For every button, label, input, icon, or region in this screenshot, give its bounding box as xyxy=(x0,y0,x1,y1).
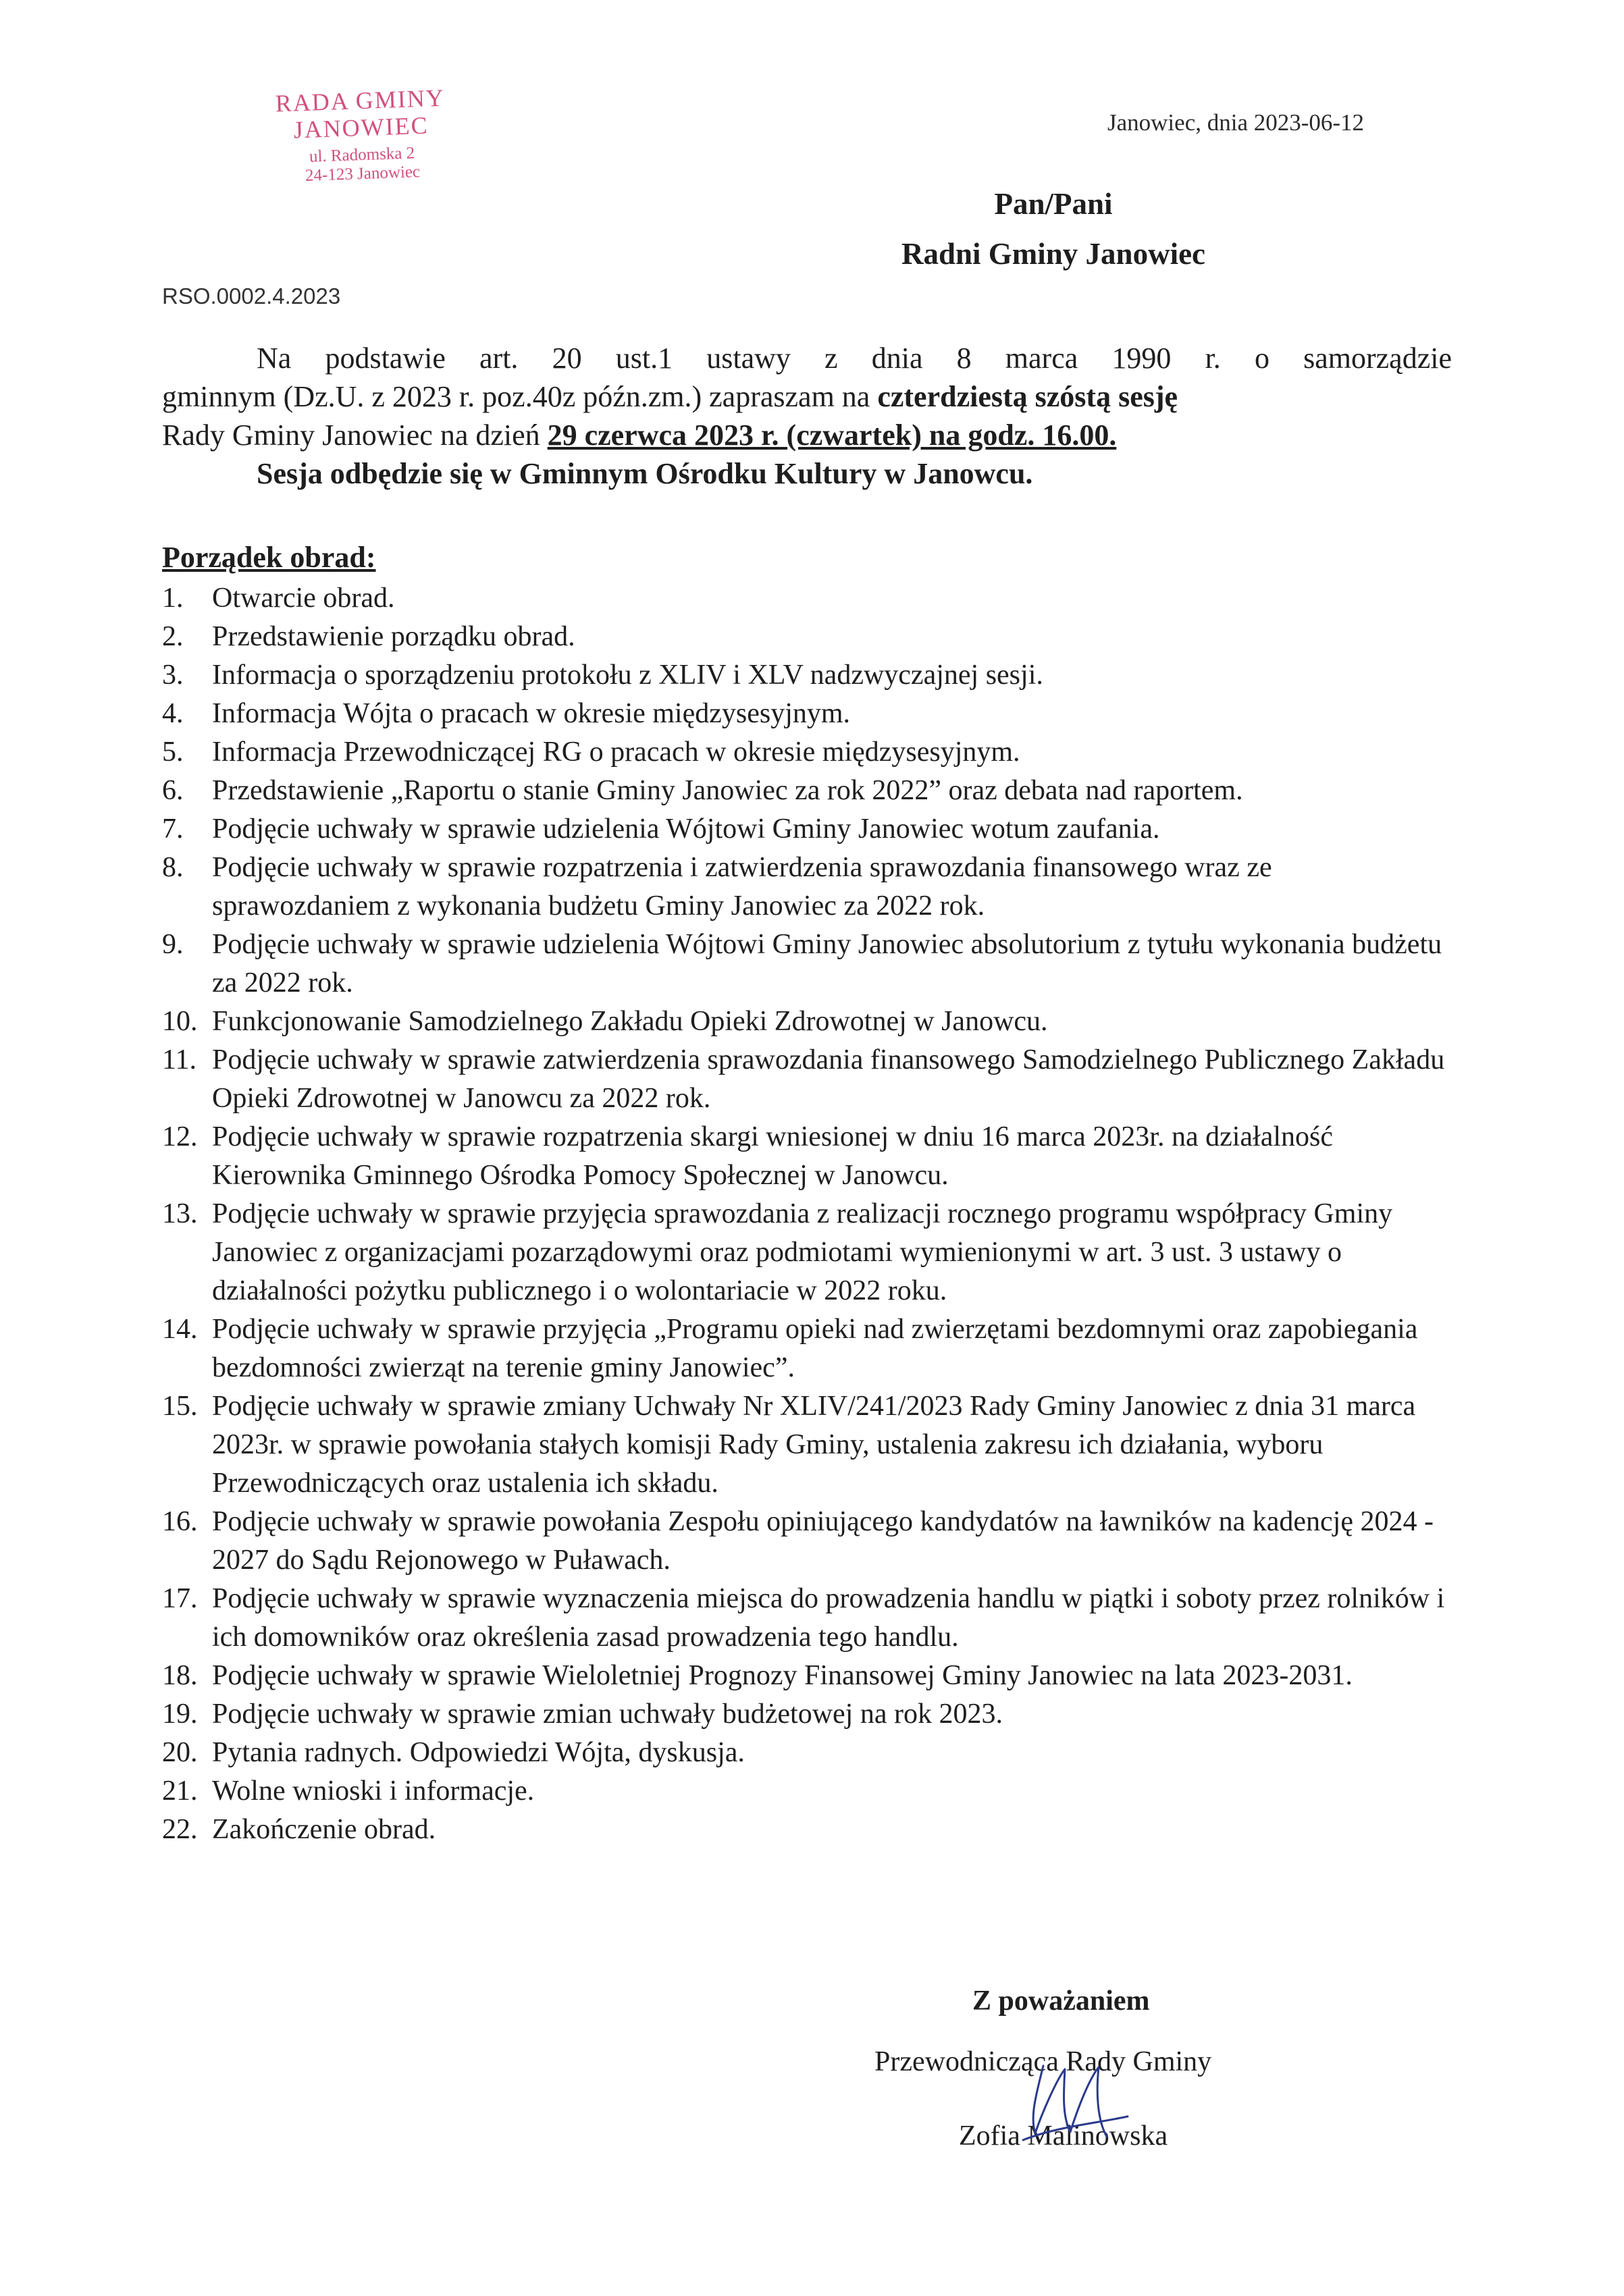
session-venue: Sesja odbędzie się w Gminnym Ośrodku Kultury w Janowcu. xyxy=(257,457,1033,490)
letter-date: Janowiec, dnia 2023-06-12 xyxy=(1107,109,1365,136)
agenda-item-number: 14. xyxy=(162,1314,198,1345)
signatory-name: Zofia Malinowska xyxy=(959,2120,1168,2152)
agenda-item-number: 10. xyxy=(162,1006,198,1037)
council-stamp xyxy=(248,82,475,187)
intro-paragraph xyxy=(162,339,1452,493)
agenda-item-text: Informacja o sporządzeniu protokołu z XLIV i XLV nadzwyczajnej sesji. xyxy=(212,660,1043,691)
agenda-item-text: Informacja Wójta o pracach w okresie międzysesyjnym. xyxy=(212,698,851,729)
agenda-item xyxy=(162,1772,1445,1811)
agenda-item-text: Podjęcie uchwały w sprawie rozpatrzenia i zatwierdzenia sprawozdania finansowego wraz ze sprawozdaniem z wykonania budżetu Gminy Janowiec za 2022 rok. xyxy=(212,852,1272,922)
addressee-line-2: Radni Gminy Janowiec xyxy=(901,237,1206,271)
agenda-item-number: 13. xyxy=(162,1198,198,1229)
intro-line-3 xyxy=(162,416,1452,454)
agenda-item-text: Podjęcie uchwały w sprawie zmian uchwały budżetowej na rok 2023. xyxy=(212,1699,1003,1730)
agenda-item xyxy=(162,1041,1445,1118)
agenda-item-number: 12. xyxy=(162,1121,198,1152)
agenda-item-number: 20. xyxy=(162,1737,198,1768)
agenda-item-text: Podjęcie uchwały w sprawie wyznaczenia miejsca do prowadzenia handlu w piątki i soboty przez rolników i ich domowników oraz określenia zasad prowadzenia tego handlu. xyxy=(212,1583,1445,1653)
agenda-item-text: Podjęcie uchwały w sprawie zmiany Uchwały Nr XLIV/241/2023 Rady Gminy Janowiec z dnia 31 marca 2023r. w sprawie powołania stałych komisji Rady Gminy, ustalenia zakresu ich działania, wyboru Przewodniczących oraz ustalenia ich składu. xyxy=(212,1391,1416,1499)
agenda-item-number: 15. xyxy=(162,1391,198,1422)
agenda-item-text: Podjęcie uchwały w sprawie Wieloletniej Prognozy Finansowej Gminy Janowiec na lata 2023-2031. xyxy=(212,1660,1353,1691)
agenda-item-text: Podjęcie uchwały w sprawie przyjęcia „Programu opieki nad zwierzętami bezdomnymi oraz zapobiegania bezdomności zwierząt na terenie gminy Janowiec”. xyxy=(212,1314,1418,1383)
agenda-item-number: 5. xyxy=(162,737,184,768)
reference-number: RSO.0002.4.2023 xyxy=(162,284,341,309)
agenda-item-number: 1. xyxy=(162,583,184,614)
agenda-item xyxy=(162,1387,1445,1503)
agenda-item-text: Podjęcie uchwały w sprawie powołania Zespołu opiniującego kandydatów na ławników na kadencję 2024 - 2027 do Sądu Rejonowego w Puławach. xyxy=(212,1506,1434,1576)
agenda-item-text: Podjęcie uchwały w sprawie udzielenia Wójtowi Gminy Janowiec wotum zaufania. xyxy=(212,813,1160,845)
agenda-item-number: 7. xyxy=(162,813,184,845)
intro-line-3-text: Rady Gminy Janowiec na dzień xyxy=(162,419,548,452)
agenda-item xyxy=(162,1503,1445,1580)
agenda-item-number: 4. xyxy=(162,698,184,729)
agenda-item xyxy=(162,1657,1445,1695)
agenda-item-text: Wolne wnioski i informacje. xyxy=(212,1776,535,1807)
addressee-line-1: Pan/Pani xyxy=(994,187,1113,221)
agenda-item xyxy=(162,1003,1445,1041)
agenda-item-number: 8. xyxy=(162,852,184,883)
addressee xyxy=(810,179,1296,279)
agenda-item-text: Podjęcie uchwały w sprawie rozpatrzenia skargi wniesionej w dniu 16 marca 2023r. na działalność Kierownika Gminnego Ośrodka Pomocy Społecznej w Janowcu. xyxy=(212,1121,1334,1191)
agenda-item-text: Informacja Przewodniczącej RG o pracach w okresie międzysesyjnym. xyxy=(212,737,1020,768)
agenda-item xyxy=(162,772,1445,810)
agenda-item-number: 16. xyxy=(162,1506,198,1537)
agenda-item-text: Podjęcie uchwały w sprawie udzielenia Wójtowi Gminy Janowiec absolutorium z tytułu wykonania budżetu za 2022 rok. xyxy=(212,929,1442,998)
agenda-item-text: Funkcjonowanie Samodzielnego Zakładu Opieki Zdrowotnej w Janowcu. xyxy=(212,1006,1048,1037)
session-date: 29 czerwca 2023 r. (czwartek) na godz. 16.00. xyxy=(547,419,1117,452)
agenda-item xyxy=(162,810,1445,849)
agenda-item xyxy=(162,733,1445,772)
agenda-item xyxy=(162,1734,1445,1772)
stamp-line-4: 24-123 Janowiec xyxy=(305,163,421,185)
agenda-item xyxy=(162,656,1445,695)
agenda-item xyxy=(162,1195,1445,1310)
agenda-item xyxy=(162,618,1445,656)
agenda-item-text: Otwarcie obrad. xyxy=(212,583,395,614)
agenda-item xyxy=(162,1310,1445,1387)
agenda-item-number: 19. xyxy=(162,1699,198,1730)
stamp-line-2: JANOWIEC xyxy=(292,111,429,144)
signatory-role: Przewodnicząca Rady Gminy xyxy=(874,2046,1212,2077)
agenda-item-number: 21. xyxy=(162,1776,198,1807)
agenda-item xyxy=(162,1580,1445,1657)
agenda-item-text: Przedstawienie „Raportu o stanie Gminy Janowiec za rok 2022” oraz debata nad raportem. xyxy=(212,775,1243,806)
agenda-item-text: Przedstawienie porządku obrad. xyxy=(212,621,575,652)
agenda-item-number: 22. xyxy=(162,1814,198,1845)
agenda-item-text: Zakończenie obrad. xyxy=(212,1814,436,1845)
agenda-title: Porządek obrad: xyxy=(162,541,376,574)
session-number: czterdziestą szóstą sesję xyxy=(877,380,1178,413)
agenda-item xyxy=(162,579,1445,618)
agenda-item-number: 9. xyxy=(162,929,184,960)
handwritten-signature xyxy=(1016,2052,1131,2154)
agenda-item-text: Podjęcie uchwały w sprawie przyjęcia sprawozdania z realizacji rocznego programu współpracy Gminy Janowiec z organizacjami pozarządowymi oraz podmiotami wymienionymi w art. 3 ust. 3 ustawy o działalności pożytku publicznego i o wolontariacie w 2022 roku. xyxy=(212,1198,1393,1306)
agenda-item-number: 18. xyxy=(162,1660,198,1691)
agenda-item-number: 2. xyxy=(162,621,184,652)
agenda-item-text: Pytania radnych. Odpowiedzi Wójta, dyskusja. xyxy=(212,1737,745,1768)
agenda-item xyxy=(162,926,1445,1003)
agenda-item-number: 11. xyxy=(162,1044,197,1075)
agenda-item-number: 3. xyxy=(162,660,184,691)
agenda-list xyxy=(162,579,1445,1849)
agenda-item-number: 6. xyxy=(162,775,184,806)
intro-line-2 xyxy=(162,377,1452,416)
closing-greeting: Z poważaniem xyxy=(972,1985,1150,2017)
intro-line-2-text: gminnym (Dz.U. z 2023 r. poz.40z późn.zm.) zapraszam na xyxy=(162,380,878,413)
agenda-item xyxy=(162,1118,1445,1195)
agenda-item-text: Podjęcie uchwały w sprawie zatwierdzenia sprawozdania finansowego Samodzielnego Publicznego Zakładu Opieki Zdrowotnej w Janowcu za 2022 rok. xyxy=(212,1044,1445,1114)
stamp-line-3: ul. Radomska 2 xyxy=(309,144,415,166)
agenda-item xyxy=(162,1811,1445,1849)
agenda-item-number: 17. xyxy=(162,1583,198,1614)
stamp-line-1: RADA GMINY xyxy=(275,84,446,117)
intro-line-1: Na podstawie art. 20 ust.1 ustawy z dnia 8 marca 1990 r. o samorządzie xyxy=(257,342,1452,375)
agenda-item xyxy=(162,849,1445,926)
agenda-item xyxy=(162,1695,1445,1734)
agenda-item xyxy=(162,695,1445,733)
